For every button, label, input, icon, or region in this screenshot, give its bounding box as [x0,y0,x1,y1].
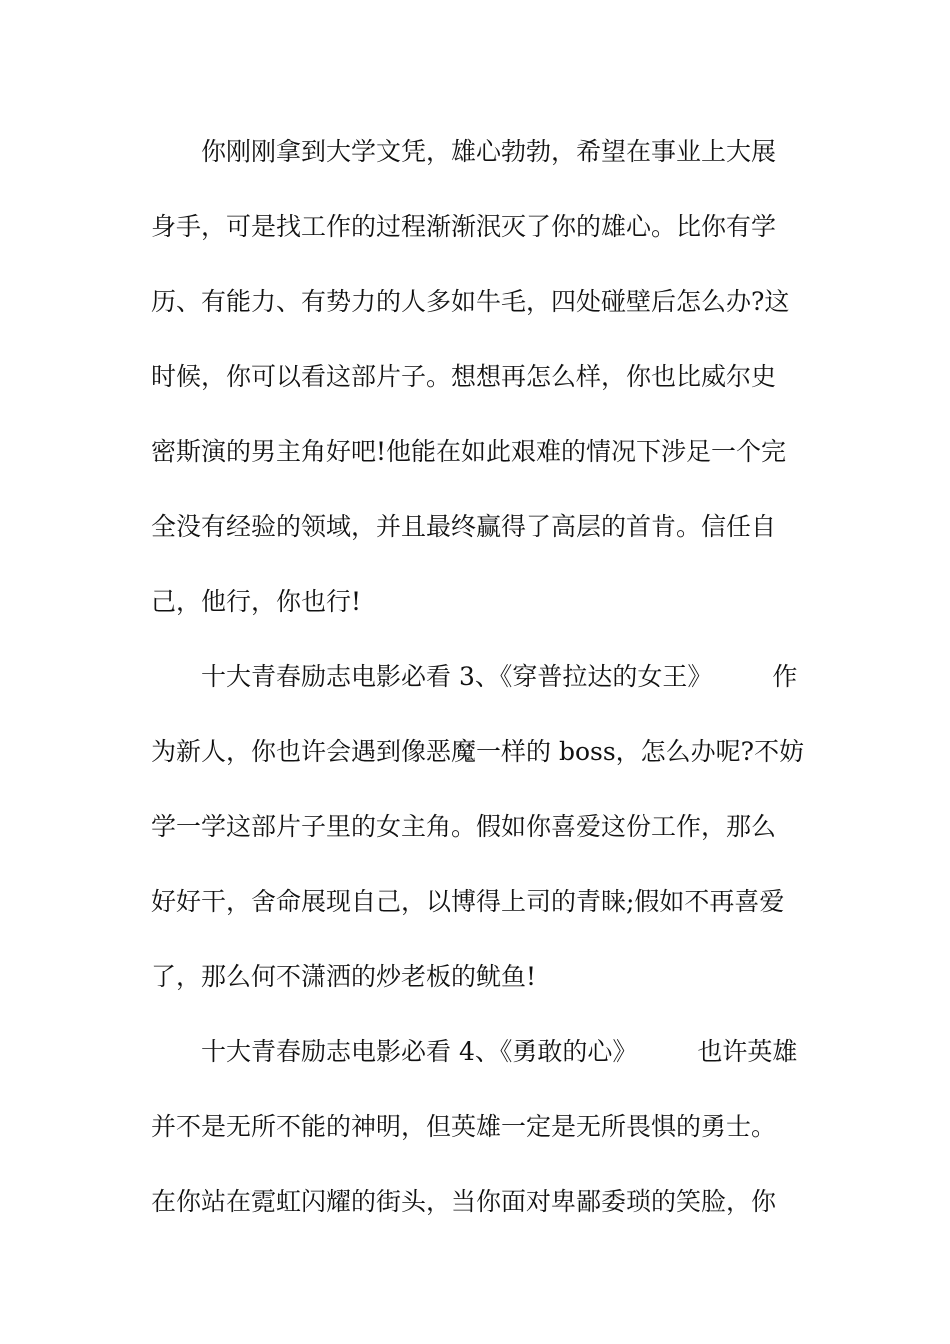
paragraph-2-line-1: 为新人，你也许会遇到像恶魔一样的 boss，怎么办呢?不妨 [151,737,805,766]
paragraph-3-line-1: 并不是无所不能的神明，但英雄一定是无所畏惧的勇士。 [151,1112,777,1141]
paragraph-1-line-3: 历、有能力、有势力的人多如牛毛，四处碰壁后怎么办?这 [151,287,790,316]
paragraph-3-line-2: 在你站在霓虹闪耀的街头，当你面对卑鄙委琐的笑脸，你 [151,1187,777,1216]
paragraph-2-line-2: 学一学这部片子里的女主角。假如你喜爱这份工作，那么 [151,812,777,841]
paragraph-2-heading-tail: 作 [772,662,798,691]
paragraph-2-line-3: 好好干，舍命展现自己，以博得上司的青睐;假如不再喜爱 [151,887,785,916]
paragraph-1-line-7: 己，他行，你也行! [151,587,362,616]
document-body [151,114,811,1239]
paragraph-1-line-6: 全没有经验的领域，并且最终赢得了高层的首肯。信任自 [151,512,777,541]
paragraph-2-line-4: 了，那么何不潇洒的炒老板的鱿鱼! [151,962,537,991]
paragraph-1-line-2: 身手，可是找工作的过程渐渐泯灭了你的雄心。比你有学 [151,212,777,241]
paragraph-3-heading: 十大青春励志电影必看 4、《勇敢的心》 [201,1037,638,1066]
paragraph-3-heading-tail: 也许英雄 [697,1037,798,1066]
paragraph-3-heading-line [151,1014,811,1089]
paragraph-1-line-4: 时候，你可以看这部片子。想想再怎么样，你也比威尔史 [151,362,777,391]
paragraph-1-line-1: 你刚刚拿到大学文凭，雄心勃勃，希望在事业上大展 [201,137,777,166]
paragraph-2-heading-line [151,639,811,714]
paragraph-1-line-5: 密斯演的男主角好吧!他能在如此艰难的情况下涉足一个完 [151,437,787,466]
paragraph-2-heading: 十大青春励志电影必看 3、《穿普拉达的女王》 [201,662,713,691]
